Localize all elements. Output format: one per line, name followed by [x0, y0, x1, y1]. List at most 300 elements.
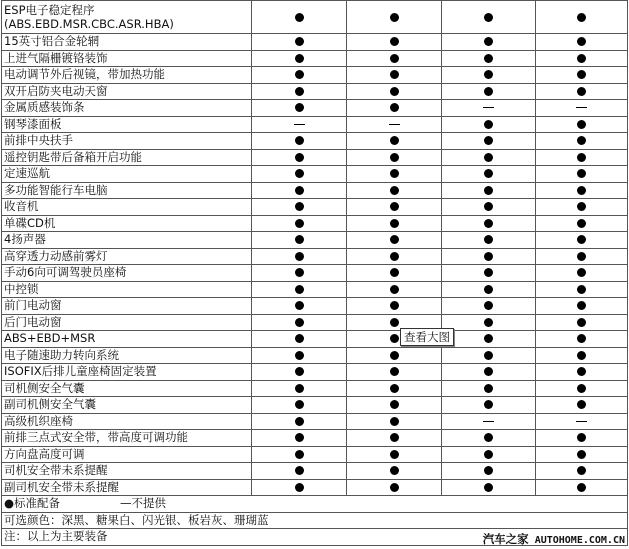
standard-dot-icon [577, 37, 586, 46]
standard-dot-icon [390, 54, 399, 63]
standard-dot-icon [484, 54, 493, 63]
spec-row [2, 215, 628, 232]
standard-dot-icon [577, 400, 586, 409]
available-colors: 可选颜色：深黑、糖果白、闪光银、板岩灰、珊瑚蓝 [2, 512, 628, 529]
feature-label: 司机安全带未系提醒 [4, 463, 108, 478]
availability-cell [252, 347, 347, 364]
view-large-image-tooltip[interactable]: 查看大图 [400, 328, 454, 346]
spec-row [2, 265, 628, 282]
standard-dot-icon [484, 136, 493, 145]
standard-dot-icon [484, 252, 493, 261]
availability-cell [442, 215, 536, 232]
standard-dot-icon [577, 136, 586, 145]
availability-cell [252, 248, 347, 265]
feature-label: 4扬声器 [4, 232, 46, 247]
feature-label: 电动调节外后视镜，带加热功能 [4, 67, 165, 82]
availability-cell [347, 182, 442, 199]
availability-cell [252, 479, 347, 496]
availability-cell [536, 479, 628, 496]
feature-label: 方向盘高度可调 [4, 446, 85, 461]
feature-name [2, 133, 252, 150]
availability-cell [442, 1, 536, 34]
spec-row [2, 413, 628, 430]
standard-dot-icon [390, 252, 399, 261]
standard-dot-icon [390, 37, 399, 46]
standard-dot-icon [295, 433, 304, 442]
standard-dot-icon [390, 318, 399, 327]
availability-cell [536, 83, 628, 100]
spec-row [2, 479, 628, 496]
availability-cell [252, 446, 347, 463]
availability-cell [536, 1, 628, 34]
watermark-cn: 汽车之家 [482, 532, 529, 546]
availability-cell [442, 331, 536, 348]
availability-cell [347, 413, 442, 430]
feature-label: 收音机 [4, 199, 39, 214]
availability-cell [252, 116, 347, 133]
feature-name [2, 182, 252, 199]
standard-dot-icon [295, 450, 304, 459]
standard-dot-icon [390, 219, 399, 228]
availability-cell [347, 347, 442, 364]
feature-name [2, 413, 252, 430]
availability-cell [347, 215, 442, 232]
standard-dot-icon [577, 54, 586, 63]
availability-cell [347, 1, 442, 34]
standard-dot-icon [577, 351, 586, 360]
standard-dot-icon [484, 433, 493, 442]
standard-dot-icon [295, 400, 304, 409]
standard-dot-icon [295, 54, 304, 63]
standard-dot-icon [577, 433, 586, 442]
standard-dot-icon [577, 268, 586, 277]
availability-cell [442, 50, 536, 67]
standard-dot-icon [390, 433, 399, 442]
availability-cell [442, 116, 536, 133]
standard-dot-icon [295, 417, 304, 426]
feature-name [2, 50, 252, 67]
feature-label: 高穿透力动感前雾灯 [4, 248, 108, 263]
standard-dot-icon [390, 103, 399, 112]
feature-name [2, 347, 252, 364]
legend-none: —不提供 [120, 496, 167, 511]
availability-cell [536, 298, 628, 315]
equipment-note: 注：以上为主要装备 [2, 529, 628, 546]
availability-cell [347, 380, 442, 397]
spec-row [2, 314, 628, 331]
standard-dot-icon [295, 87, 304, 96]
availability-cell [347, 265, 442, 282]
availability-cell [536, 34, 628, 51]
standard-dot-icon [484, 268, 493, 277]
availability-cell [252, 50, 347, 67]
availability-cell [536, 314, 628, 331]
availability-cell [442, 67, 536, 84]
not-available-dash-icon [483, 421, 494, 422]
availability-cell [442, 232, 536, 249]
availability-cell [252, 34, 347, 51]
spec-row [2, 232, 628, 249]
feature-label: 钢琴漆面板 [4, 116, 62, 131]
feature-label: 双开启防夹电动天窗 [4, 83, 108, 98]
standard-dot-icon [484, 483, 493, 492]
colors-row [2, 512, 628, 529]
standard-dot-icon [295, 483, 304, 492]
standard-dot-icon [295, 384, 304, 393]
standard-dot-icon [295, 186, 304, 195]
availability-cell [347, 34, 442, 51]
availability-cell [347, 67, 442, 84]
feature-label: ESP电子稳定程序 [4, 3, 95, 17]
availability-cell [347, 100, 442, 117]
availability-cell [442, 248, 536, 265]
feature-label: 副司机安全带未系提醒 [4, 479, 119, 494]
spec-row [2, 149, 628, 166]
availability-cell [442, 100, 536, 117]
availability-cell [536, 265, 628, 282]
availability-cell [536, 133, 628, 150]
standard-dot-icon [484, 466, 493, 475]
standard-dot-icon [295, 301, 304, 310]
spec-row [2, 182, 628, 199]
standard-dot-icon [484, 87, 493, 96]
availability-cell [442, 347, 536, 364]
standard-dot-icon [390, 400, 399, 409]
standard-dot-icon [484, 334, 493, 343]
spec-row [2, 298, 628, 315]
spec-row [2, 463, 628, 480]
standard-dot-icon [577, 13, 586, 22]
spec-row [2, 248, 628, 265]
standard-dot-icon [577, 219, 586, 228]
standard-dot-icon [390, 186, 399, 195]
spec-row [2, 397, 628, 414]
availability-cell [536, 397, 628, 414]
standard-dot-icon [484, 202, 493, 211]
availability-cell [536, 232, 628, 249]
standard-dot-icon [577, 318, 586, 327]
availability-cell [536, 199, 628, 216]
availability-cell [252, 463, 347, 480]
feature-name [2, 446, 252, 463]
standard-dot-icon [295, 103, 304, 112]
availability-cell [442, 265, 536, 282]
availability-cell [536, 364, 628, 381]
availability-cell [442, 397, 536, 414]
availability-cell [252, 314, 347, 331]
standard-dot-icon [295, 13, 304, 22]
standard-dot-icon [390, 87, 399, 96]
feature-name [2, 232, 252, 249]
feature-name [2, 248, 252, 265]
standard-dot-icon [295, 285, 304, 294]
availability-cell [252, 67, 347, 84]
feature-label: 上进气隔栅镀铬装饰 [4, 50, 108, 65]
standard-dot-icon [577, 384, 586, 393]
standard-dot-icon [295, 70, 304, 79]
standard-dot-icon [390, 169, 399, 178]
feature-label: 高级机织座椅 [4, 413, 73, 428]
feature-name [2, 34, 252, 51]
standard-dot-icon [390, 202, 399, 211]
spec-row [2, 430, 628, 447]
availability-cell [536, 430, 628, 447]
availability-cell [536, 413, 628, 430]
spec-row [2, 83, 628, 100]
standard-dot-icon [295, 169, 304, 178]
feature-label: 副司机侧安全气囊 [4, 397, 96, 412]
not-available-dash-icon [483, 107, 494, 108]
feature-label: 电子随速助力转向系统 [4, 347, 119, 362]
availability-cell [252, 232, 347, 249]
standard-dot-icon [390, 153, 399, 162]
standard-dot-icon [390, 417, 399, 426]
feature-label: 15英寸铝合金轮辋 [4, 34, 100, 49]
standard-dot-icon [577, 186, 586, 195]
availability-cell [252, 182, 347, 199]
site-watermark [483, 531, 625, 547]
availability-cell [442, 479, 536, 496]
availability-cell [347, 83, 442, 100]
availability-cell [347, 463, 442, 480]
spec-row [2, 50, 628, 67]
availability-cell [442, 364, 536, 381]
standard-dot-icon [484, 186, 493, 195]
not-available-dash-icon [294, 124, 305, 125]
standard-dot-icon [295, 367, 304, 376]
feature-label: 遥控钥匙带后备箱开启功能 [4, 149, 142, 164]
availability-cell [442, 413, 536, 430]
standard-dot-icon [390, 136, 399, 145]
feature-label: 前排三点式安全带，带高度可调功能 [4, 430, 188, 445]
standard-dot-icon [390, 235, 399, 244]
standard-dot-icon [390, 334, 399, 343]
availability-cell [536, 149, 628, 166]
standard-dot-icon [577, 153, 586, 162]
availability-cell [252, 1, 347, 34]
feature-name [2, 67, 252, 84]
spec-row [2, 446, 628, 463]
spec-row [2, 380, 628, 397]
standard-dot-icon [577, 450, 586, 459]
availability-cell [347, 281, 442, 298]
standard-dot-icon [295, 252, 304, 261]
standard-dot-icon [295, 351, 304, 360]
standard-dot-icon [577, 235, 586, 244]
standard-dot-icon [484, 219, 493, 228]
feature-name [2, 1, 252, 34]
standard-dot-icon [390, 13, 399, 22]
standard-dot-icon [295, 466, 304, 475]
standard-dot-icon [295, 334, 304, 343]
standard-dot-icon [484, 235, 493, 244]
availability-cell [442, 446, 536, 463]
availability-cell [536, 215, 628, 232]
availability-cell [347, 430, 442, 447]
availability-cell [442, 463, 536, 480]
availability-cell [536, 166, 628, 183]
standard-dot-icon [484, 367, 493, 376]
standard-dot-icon [390, 301, 399, 310]
spec-row [2, 116, 628, 133]
standard-dot-icon [390, 483, 399, 492]
availability-cell [442, 314, 536, 331]
availability-cell [442, 166, 536, 183]
availability-cell [347, 397, 442, 414]
availability-cell [536, 446, 628, 463]
availability-cell [536, 182, 628, 199]
availability-cell [252, 364, 347, 381]
availability-cell [442, 380, 536, 397]
feature-name [2, 215, 252, 232]
legend-standard: ●标准配备 [4, 496, 61, 511]
feature-name [2, 100, 252, 117]
availability-cell [252, 199, 347, 216]
availability-cell [252, 133, 347, 150]
spec-row [2, 133, 628, 150]
not-available-dash-icon [576, 107, 587, 108]
feature-name [2, 397, 252, 414]
availability-cell [536, 347, 628, 364]
availability-cell [536, 331, 628, 348]
standard-dot-icon [295, 136, 304, 145]
standard-dot-icon [577, 301, 586, 310]
feature-label: 前门电动窗 [4, 298, 62, 313]
spec-row [2, 1, 628, 34]
availability-cell [347, 479, 442, 496]
feature-name [2, 149, 252, 166]
standard-dot-icon [484, 70, 493, 79]
feature-name [2, 430, 252, 447]
feature-name [2, 281, 252, 298]
availability-cell [347, 149, 442, 166]
standard-dot-icon [390, 268, 399, 277]
feature-name [2, 331, 252, 348]
standard-dot-icon [295, 37, 304, 46]
standard-dot-icon [390, 351, 399, 360]
availability-cell [252, 166, 347, 183]
standard-dot-icon [577, 367, 586, 376]
availability-cell [442, 83, 536, 100]
availability-cell [252, 331, 347, 348]
standard-dot-icon [577, 202, 586, 211]
feature-label: 中控锁 [4, 281, 39, 296]
feature-label: 前排中央扶手 [4, 133, 73, 148]
availability-cell [252, 397, 347, 414]
availability-cell [536, 100, 628, 117]
feature-label: 金属质感装饰条 [4, 100, 85, 115]
feature-name [2, 463, 252, 480]
standard-dot-icon [577, 466, 586, 475]
availability-cell [252, 298, 347, 315]
availability-cell [252, 380, 347, 397]
spec-row [2, 67, 628, 84]
availability-cell [442, 199, 536, 216]
feature-name [2, 265, 252, 282]
standard-dot-icon [577, 70, 586, 79]
feature-label: 司机侧安全气囊 [4, 380, 85, 395]
spec-table [1, 0, 628, 546]
spec-row [2, 364, 628, 381]
availability-cell [536, 50, 628, 67]
feature-name [2, 199, 252, 216]
feature-name [2, 116, 252, 133]
standard-dot-icon [295, 153, 304, 162]
availability-cell [442, 149, 536, 166]
standard-dot-icon [295, 219, 304, 228]
standard-dot-icon [484, 120, 493, 129]
feature-name [2, 479, 252, 496]
availability-cell [536, 116, 628, 133]
availability-cell [252, 430, 347, 447]
feature-label: ISOFIX后排儿童座椅固定装置 [4, 364, 157, 379]
availability-cell [347, 364, 442, 381]
availability-cell [347, 133, 442, 150]
standard-dot-icon [484, 37, 493, 46]
standard-dot-icon [390, 384, 399, 393]
standard-dot-icon [484, 384, 493, 393]
availability-cell [252, 215, 347, 232]
spec-row [2, 331, 628, 348]
availability-cell [347, 199, 442, 216]
standard-dot-icon [577, 334, 586, 343]
standard-dot-icon [295, 235, 304, 244]
standard-dot-icon [390, 466, 399, 475]
availability-cell [347, 232, 442, 249]
standard-dot-icon [295, 318, 304, 327]
standard-dot-icon [484, 169, 493, 178]
spec-row [2, 34, 628, 51]
standard-dot-icon [484, 450, 493, 459]
standard-dot-icon [484, 153, 493, 162]
availability-cell [252, 149, 347, 166]
spec-row [2, 100, 628, 117]
availability-cell [442, 281, 536, 298]
standard-dot-icon [484, 301, 493, 310]
availability-cell [442, 430, 536, 447]
not-available-dash-icon [389, 124, 400, 125]
standard-dot-icon [484, 13, 493, 22]
standard-dot-icon [390, 285, 399, 294]
standard-dot-icon [577, 252, 586, 261]
availability-cell [442, 298, 536, 315]
availability-cell [252, 413, 347, 430]
availability-cell [347, 248, 442, 265]
feature-name [2, 83, 252, 100]
availability-cell [347, 298, 442, 315]
spec-row [2, 166, 628, 183]
spec-row [2, 347, 628, 364]
standard-dot-icon [577, 285, 586, 294]
feature-label: 单碟CD机 [4, 215, 56, 230]
standard-dot-icon [390, 70, 399, 79]
availability-cell [252, 265, 347, 282]
availability-cell [347, 116, 442, 133]
standard-dot-icon [295, 202, 304, 211]
availability-cell [252, 281, 347, 298]
standard-dot-icon [484, 351, 493, 360]
availability-cell [252, 83, 347, 100]
standard-dot-icon [577, 483, 586, 492]
feature-name [2, 166, 252, 183]
feature-label: 后门电动窗 [4, 314, 62, 329]
feature-label: 定速巡航 [4, 166, 50, 181]
legend-row [2, 496, 628, 513]
feature-name [2, 314, 252, 331]
feature-name [2, 380, 252, 397]
feature-sublabel: (ABS.EBD.MSR.CBC.ASR.HBA) [4, 17, 174, 31]
spec-row [2, 199, 628, 216]
